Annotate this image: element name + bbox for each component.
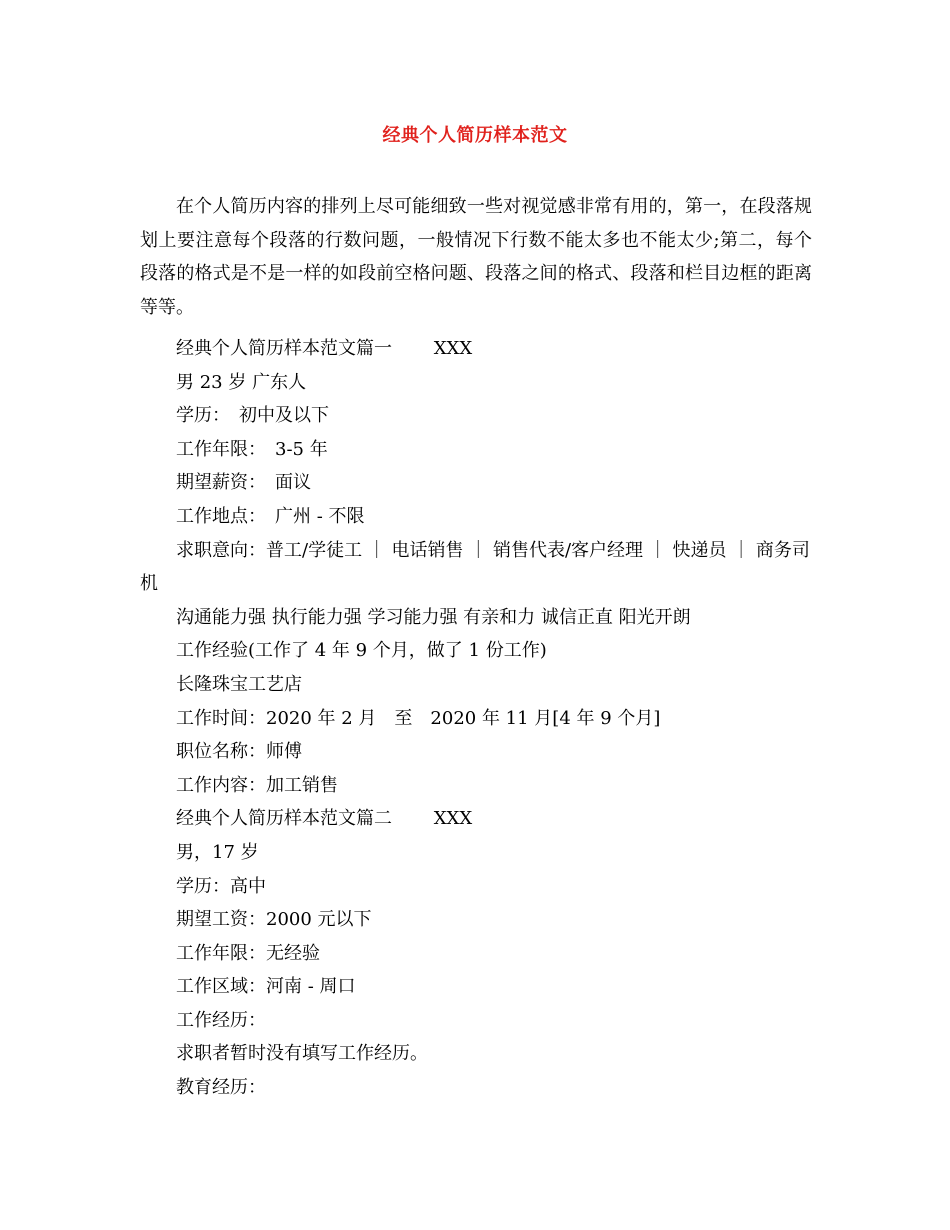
text-line: 工作区域：河南 - 周口 [176,976,356,998]
text-line: 工作地点： 广州 - 不限 [176,505,365,527]
text-line: 男 23 岁 广东人 [176,371,307,393]
text-line: 工作内容：加工销售 [176,774,338,796]
text-line: 学历： 初中及以下 [176,405,329,427]
text-line: 求职者暂时没有填写工作经历。 [176,1043,428,1065]
section-heading-1: 经典个人简历样本范文篇一 XXX [176,338,473,359]
resume-content [140,332,812,1105]
text-line: 期望工资：2000 元以下 [176,909,372,931]
text-line: 工作经历： [176,1009,266,1031]
text-line: 工作年限：无经验 [176,942,320,964]
text-line: 教育经历： [176,1077,266,1099]
text-line: 男，17 岁 [176,841,259,863]
text-line: 工作时间：2020 年 2 月 至 2020 年 11 月[4 年 9 个月] [176,707,661,729]
text-line: 求职意向：普工/学徒工 ｜ 电话销售 ｜ 销售代表/客户经理 ｜ 快递员 ｜ 商务司机 [140,539,810,595]
text-line: 工作经验(工作了 4 年 9 个月，做了 1 份工作) [176,640,547,662]
text-line: 沟通能力强 执行能力强 学习能力强 有亲和力 诚信正直 阳光开朗 [176,606,691,628]
text-line: 职位名称：师傅 [176,741,302,763]
text-line: 期望薪资： 面议 [176,472,311,494]
text-line: 学历：高中 [176,875,266,897]
text-line: 工作年限： 3-5 年 [176,438,328,460]
document-title: 经典个人简历样本范文 [382,125,568,146]
text-line: 长隆珠宝工艺店 [176,673,302,695]
intro-paragraph: 在个人简历内容的排列上尽可能细致一些对视觉感非常有用的，第一，在段落规划上要注意每个段落的行数问题，一般情况下行数不能太多也不能太少;第二，每个段落的格式是不是一样的如段前空格问题、段落之间的格式、段落和栏目边框的距离等等。 [140,196,812,318]
section-heading-2: 经典个人简历样本范文篇二 XXX [176,808,473,830]
